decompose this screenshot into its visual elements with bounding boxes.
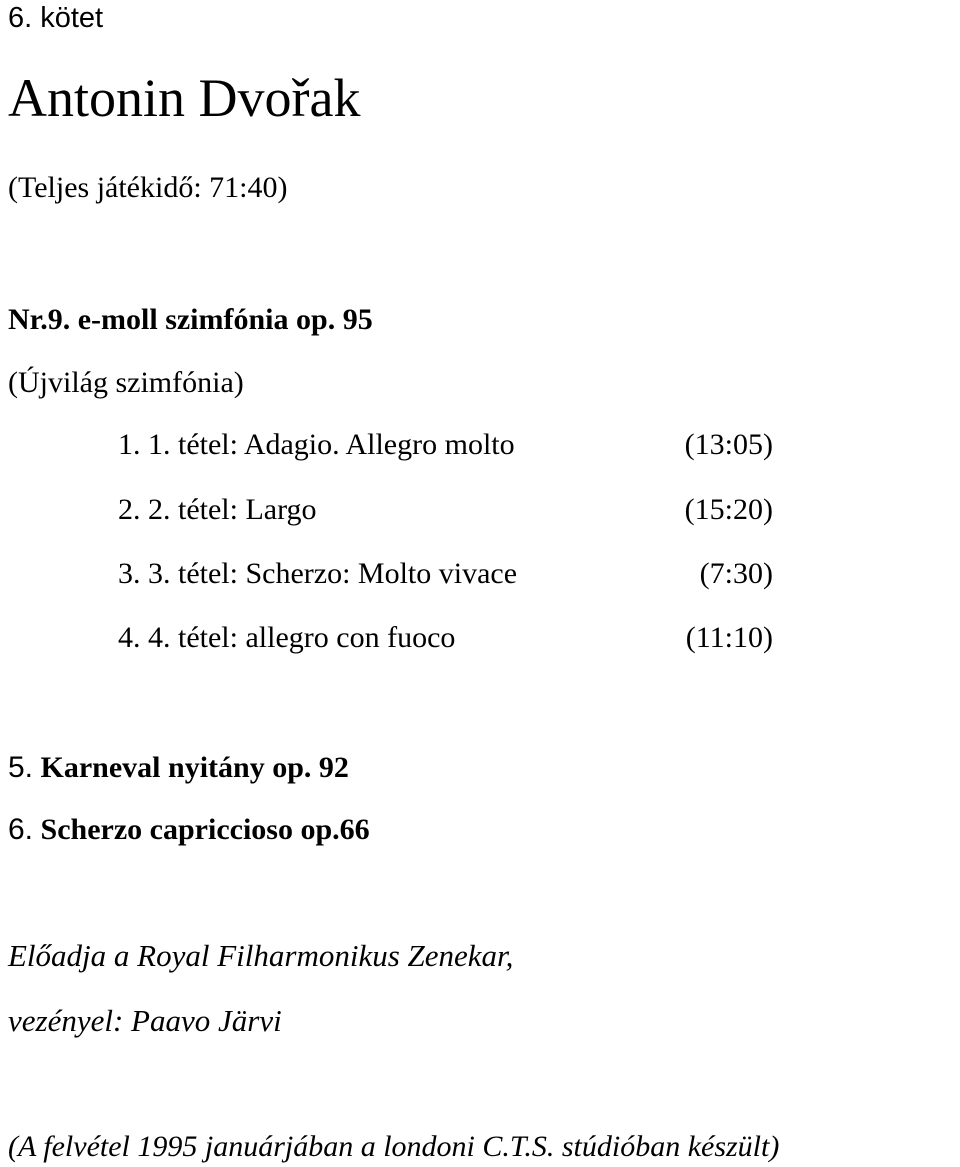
volume-label: 6. kötet: [8, 2, 104, 34]
work-title: Nr.9. e-moll szimfónia op. 95: [8, 303, 373, 336]
work-subtitle: (Újvilág szimfónia): [8, 366, 244, 399]
extra-work-number: 5.: [8, 751, 34, 784]
track-duration: (13:05): [684, 428, 773, 461]
extra-work-title: Karneval nyitány op. 92: [40, 751, 349, 784]
extra-work: [8, 753, 349, 783]
extra-work: [8, 815, 370, 845]
total-duration: (Teljes játékidő: 71:40): [8, 171, 288, 204]
track-name: 2. 2. tétel: Largo: [118, 493, 317, 526]
performer-line: Előadja a Royal Filharmonikus Zenekar,: [8, 938, 514, 973]
conductor-line: vezényel: Paavo Järvi: [8, 1003, 282, 1038]
track-name: 4. 4. tétel: allegro con fuoco: [118, 621, 456, 654]
track-name: 1. 1. tétel: Adagio. Allegro molto: [118, 428, 515, 461]
track-duration: (7:30): [699, 557, 773, 590]
recording-note: (A felvétel 1995 januárjában a londoni C.T.S. stúdióban készült): [8, 1130, 780, 1163]
track-duration: (11:10): [685, 621, 773, 654]
track-duration: (15:20): [684, 493, 773, 526]
extra-work-number: 6.: [8, 813, 34, 846]
extra-work-title: Scherzo capriccioso op.66: [40, 813, 370, 846]
composer-name: Antonin Dvořak: [8, 68, 361, 128]
track-name: 3. 3. tétel: Scherzo: Molto vivace: [118, 557, 518, 590]
